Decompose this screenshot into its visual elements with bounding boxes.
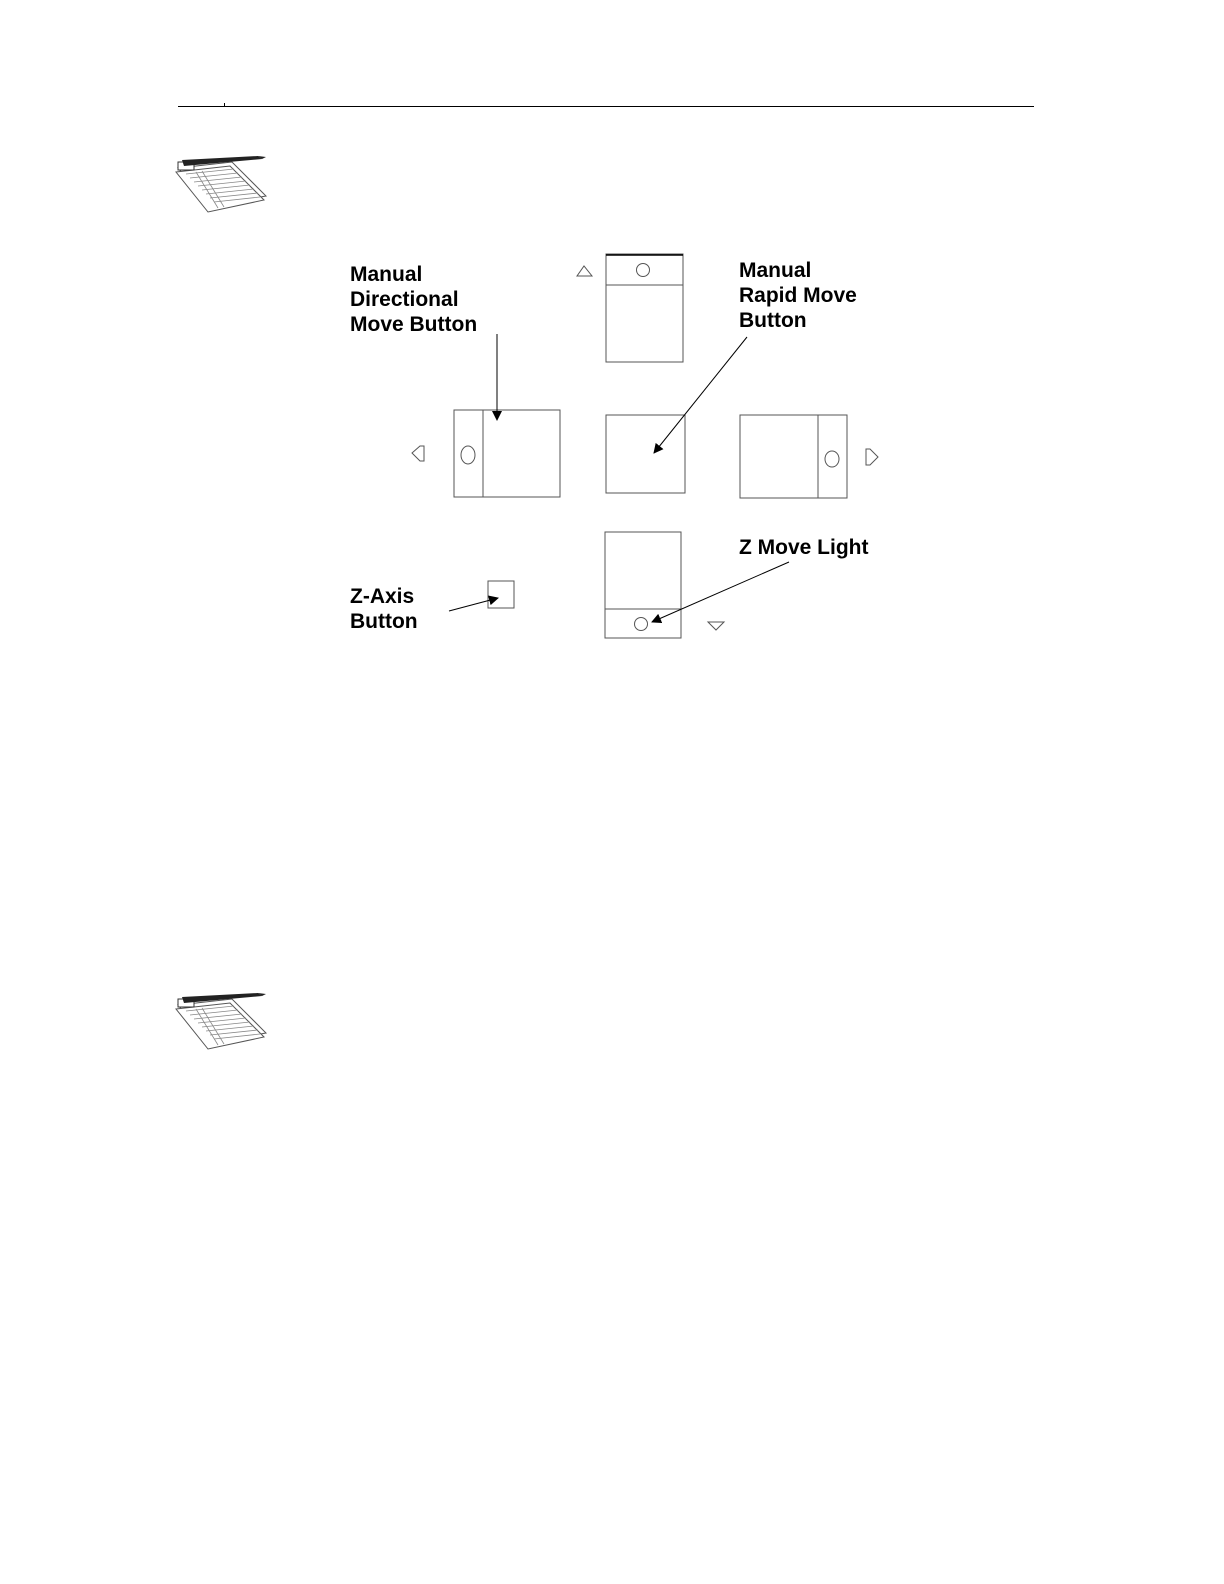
arrow-right-icon bbox=[866, 449, 878, 465]
rapid-move-label: Manual Rapid Move Button bbox=[739, 259, 857, 332]
jog-right-button[interactable] bbox=[740, 415, 847, 498]
arrow-left-icon bbox=[412, 446, 424, 461]
right-indicator-light bbox=[825, 451, 839, 467]
z-move-light-label: Z Move Light bbox=[739, 536, 869, 559]
z-move-light bbox=[635, 618, 648, 631]
up-indicator-light bbox=[637, 264, 650, 277]
jog-left-button[interactable] bbox=[454, 410, 560, 497]
left-indicator-light bbox=[461, 446, 475, 464]
rapid-move-button[interactable] bbox=[606, 415, 685, 493]
arrow-down-icon bbox=[708, 622, 724, 630]
jog-up-button[interactable] bbox=[606, 254, 683, 362]
jog-down-button[interactable] bbox=[605, 532, 681, 638]
arrow-up-icon bbox=[577, 266, 592, 276]
z-axis-label: Z-Axis Button bbox=[350, 585, 418, 633]
directional-move-label: Manual Directional Move Button bbox=[350, 263, 478, 336]
z-axis-button[interactable] bbox=[488, 581, 514, 608]
